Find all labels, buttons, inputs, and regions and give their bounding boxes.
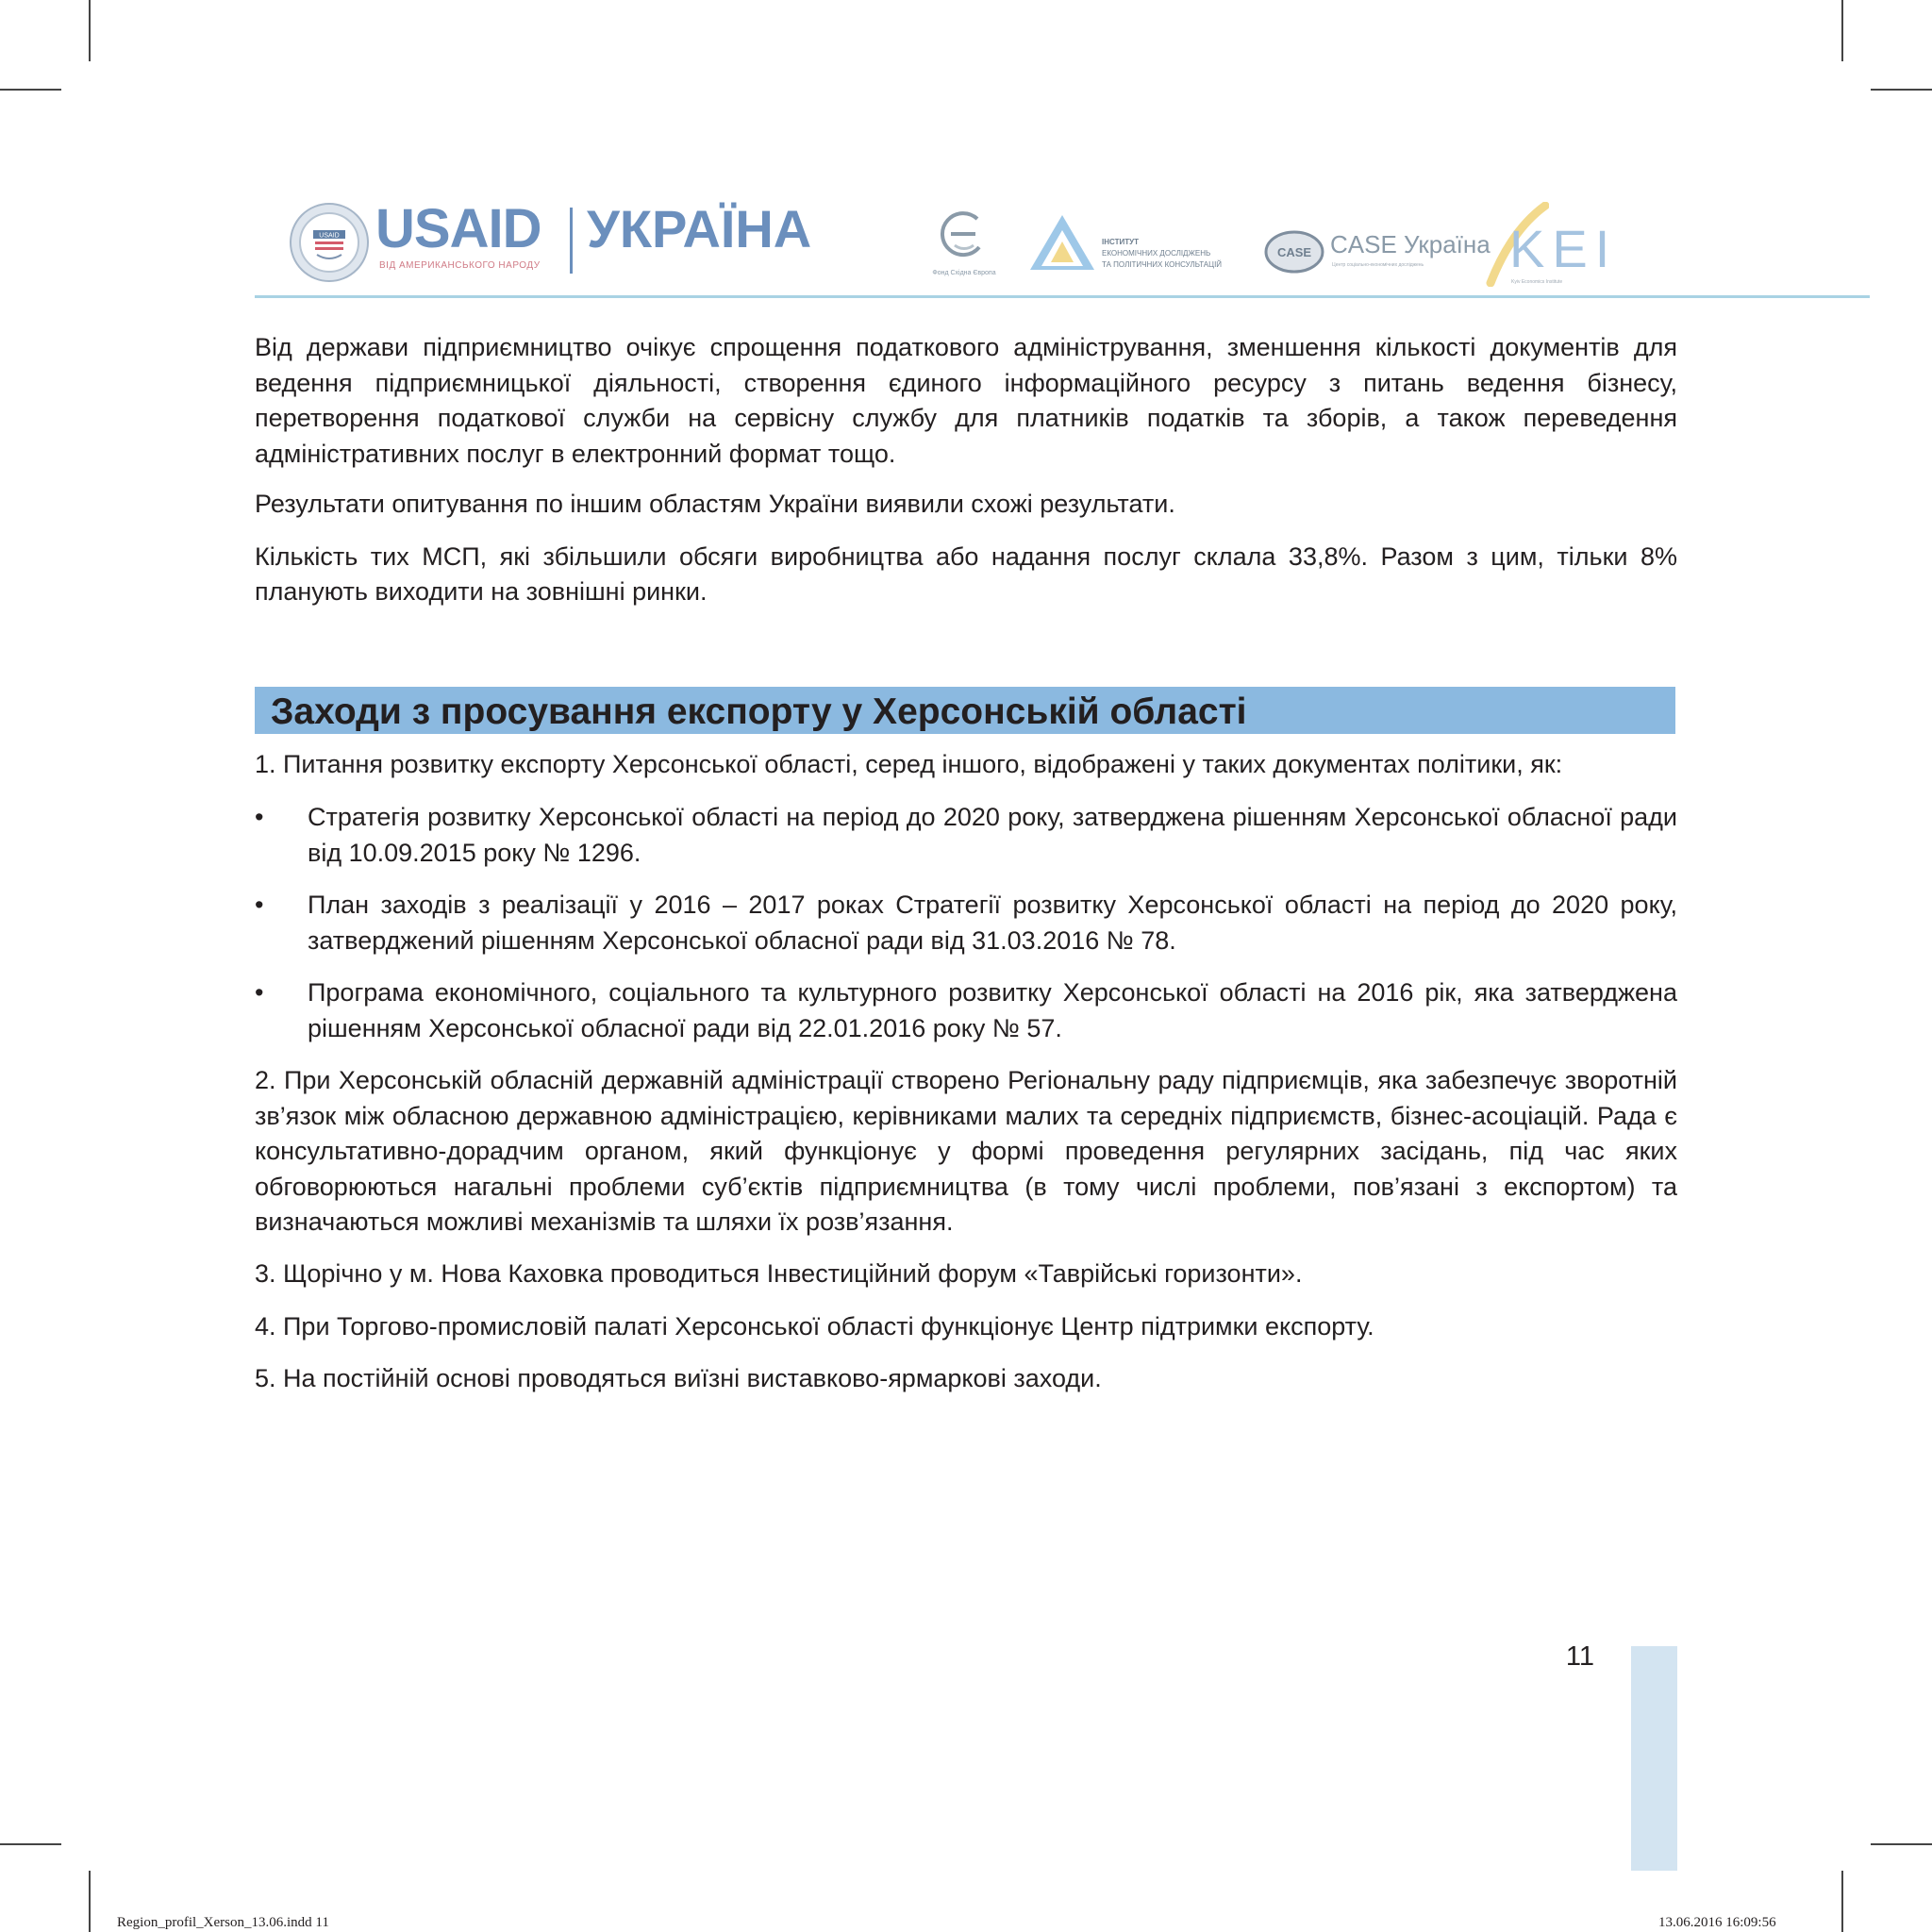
crop-mark — [1871, 1843, 1932, 1845]
page-number: 11 — [1565, 1641, 1594, 1672]
crop-mark — [0, 89, 61, 91]
paragraph: Кількість тих МСП, які збільшили обсяги виробництва або надання послуг склала 33,8%. Разом з цим, тільки 8% планують виходити на зовнішні ринки. — [255, 541, 1677, 606]
ier-logo — [1028, 213, 1264, 277]
crop-mark — [89, 0, 91, 61]
usaid-seal-icon — [289, 202, 370, 283]
logo-title: CASE Україна — [1330, 230, 1491, 258]
eurasia-foundation-icon — [936, 204, 992, 264]
kei-logo — [1483, 202, 1630, 289]
logo-title: KEI — [1509, 219, 1618, 278]
bullet-item — [255, 800, 1677, 871]
case-icon — [1264, 230, 1324, 274]
bullet-marker: • — [255, 891, 264, 919]
logo-caption: Центр соціально-економічних досліджень — [1332, 262, 1424, 268]
list-item — [255, 1361, 1677, 1397]
logo-line: ЕКОНОМІЧНИХ ДОСЛІДЖЕНЬ — [1102, 249, 1211, 258]
case-ukraine-logo — [1264, 226, 1491, 277]
crop-mark — [89, 1871, 91, 1932]
item-text: 5. На постійній основі проводяться виїзні виставково-ярмаркові заходи. — [255, 1364, 1102, 1392]
section-title: Заходи з просування експорту у Херсонській області — [271, 691, 1247, 732]
list-item — [255, 1063, 1677, 1241]
slug-date: 13.06.2016 16:09:56 — [1658, 1915, 1776, 1930]
case-badge: CASE — [1276, 245, 1312, 259]
bullet-text: Стратегія розвитку Херсонської області на період до 2020 року, затверджена рішенням Херсонської обласної ради від 10.09.2015 року № 1296. — [308, 803, 1677, 867]
bullet-text: План заходів з реалізації у 2016 – 2017 роках Стратегії розвитку Херсонської області на період до 2020 року, затверджений рішенням Херсонської обласної ради від 31.03.2016 № 78. — [308, 891, 1677, 955]
logo-line: ІНСТИТУТ — [1102, 238, 1139, 246]
header-rule — [255, 295, 1870, 298]
usaid-tagline: ВІД АМЕРИКАНСЬКОГО НАРОДУ — [379, 260, 541, 271]
crop-mark — [1841, 1871, 1843, 1932]
item-text: 1. Питання розвитку експорту Херсонської області, серед іншого, відображені у таких документах політики, як: — [255, 750, 1563, 778]
logo-line: ТА ПОЛІТИЧНИХ КОНСУЛЬТАЦІЙ — [1102, 260, 1223, 269]
page-side-tab — [1631, 1646, 1677, 1871]
list-item — [255, 1257, 1677, 1292]
item-text: 4. При Торгово-промисловій палаті Херсонської області функціонує Центр підтримки експорту. — [255, 1312, 1374, 1341]
bullet-item — [255, 975, 1677, 1046]
ukraine-wordmark: УКРАЇНА — [587, 199, 812, 258]
usaid-logo — [289, 200, 826, 285]
usaid-seal-label: USAID — [319, 232, 340, 240]
intro-text — [255, 330, 1677, 610]
bullet-text: Програма економічного, соціального та культурного розвитку Херсонської області на 2016 рік, яка затверджена рішенням Херсонської обласної ради від 22.01.2016 року № 57. — [308, 978, 1677, 1042]
crop-mark — [1871, 89, 1932, 91]
triangle-icon — [1028, 213, 1096, 272]
eurasia-foundation-logo — [915, 204, 1013, 283]
logo-caption: Kyiv Economics Institute — [1511, 279, 1563, 285]
paragraph: Результати опитування по іншим областям України виявили схожі результати. — [255, 490, 1175, 518]
slug-file: Region_profil_Xerson_13.06.indd 11 — [117, 1915, 329, 1930]
logo-caption: Фонд Східна Європа — [932, 270, 996, 276]
crop-mark — [1841, 0, 1843, 61]
bullet-marker: • — [255, 978, 264, 1007]
item-text: 3. Щорічно у м. Нова Каховка проводиться Інвестиційний форум «Таврійські горизонти». — [255, 1259, 1303, 1288]
list-item — [255, 1309, 1677, 1345]
logo-divider — [570, 208, 573, 274]
item-text: 2. При Херсонській обласній державній адміністрації створено Регіональну раду підприємців, яка забезпечує зворотній зв’язок між обласною державною адміністрацією, керівниками малих та середніх підприємств, бізнес-асоціацій. Рада є консультативно-дорадчим органом, який функціонує у формі проведення регулярних засідань, під час яких обговорюються нагальні проблеми суб’єктів підприємництва (в тому числі проблеми, пов’язані з експортом) та визначаються можливі механізмів та шляхи їх розв’язання. — [255, 1066, 1677, 1236]
crop-mark — [0, 1843, 61, 1845]
bullet-item — [255, 888, 1677, 958]
bullet-marker: • — [255, 803, 264, 831]
list-item — [255, 747, 1677, 783]
usaid-wordmark: USAID — [375, 198, 541, 259]
paragraph: Від держави підприємництво очікує спрощення податкового адміністрування, зменшення кількості документів для ведення підприємницької діяльності, створення єдиного інформаційного ресурсу з питань ведення бізнесу, перетворення податкової служби на сервісну службу для платників податків та зборів, а також переведення адміністративних послуг в електронний формат тощо. — [255, 333, 1677, 468]
